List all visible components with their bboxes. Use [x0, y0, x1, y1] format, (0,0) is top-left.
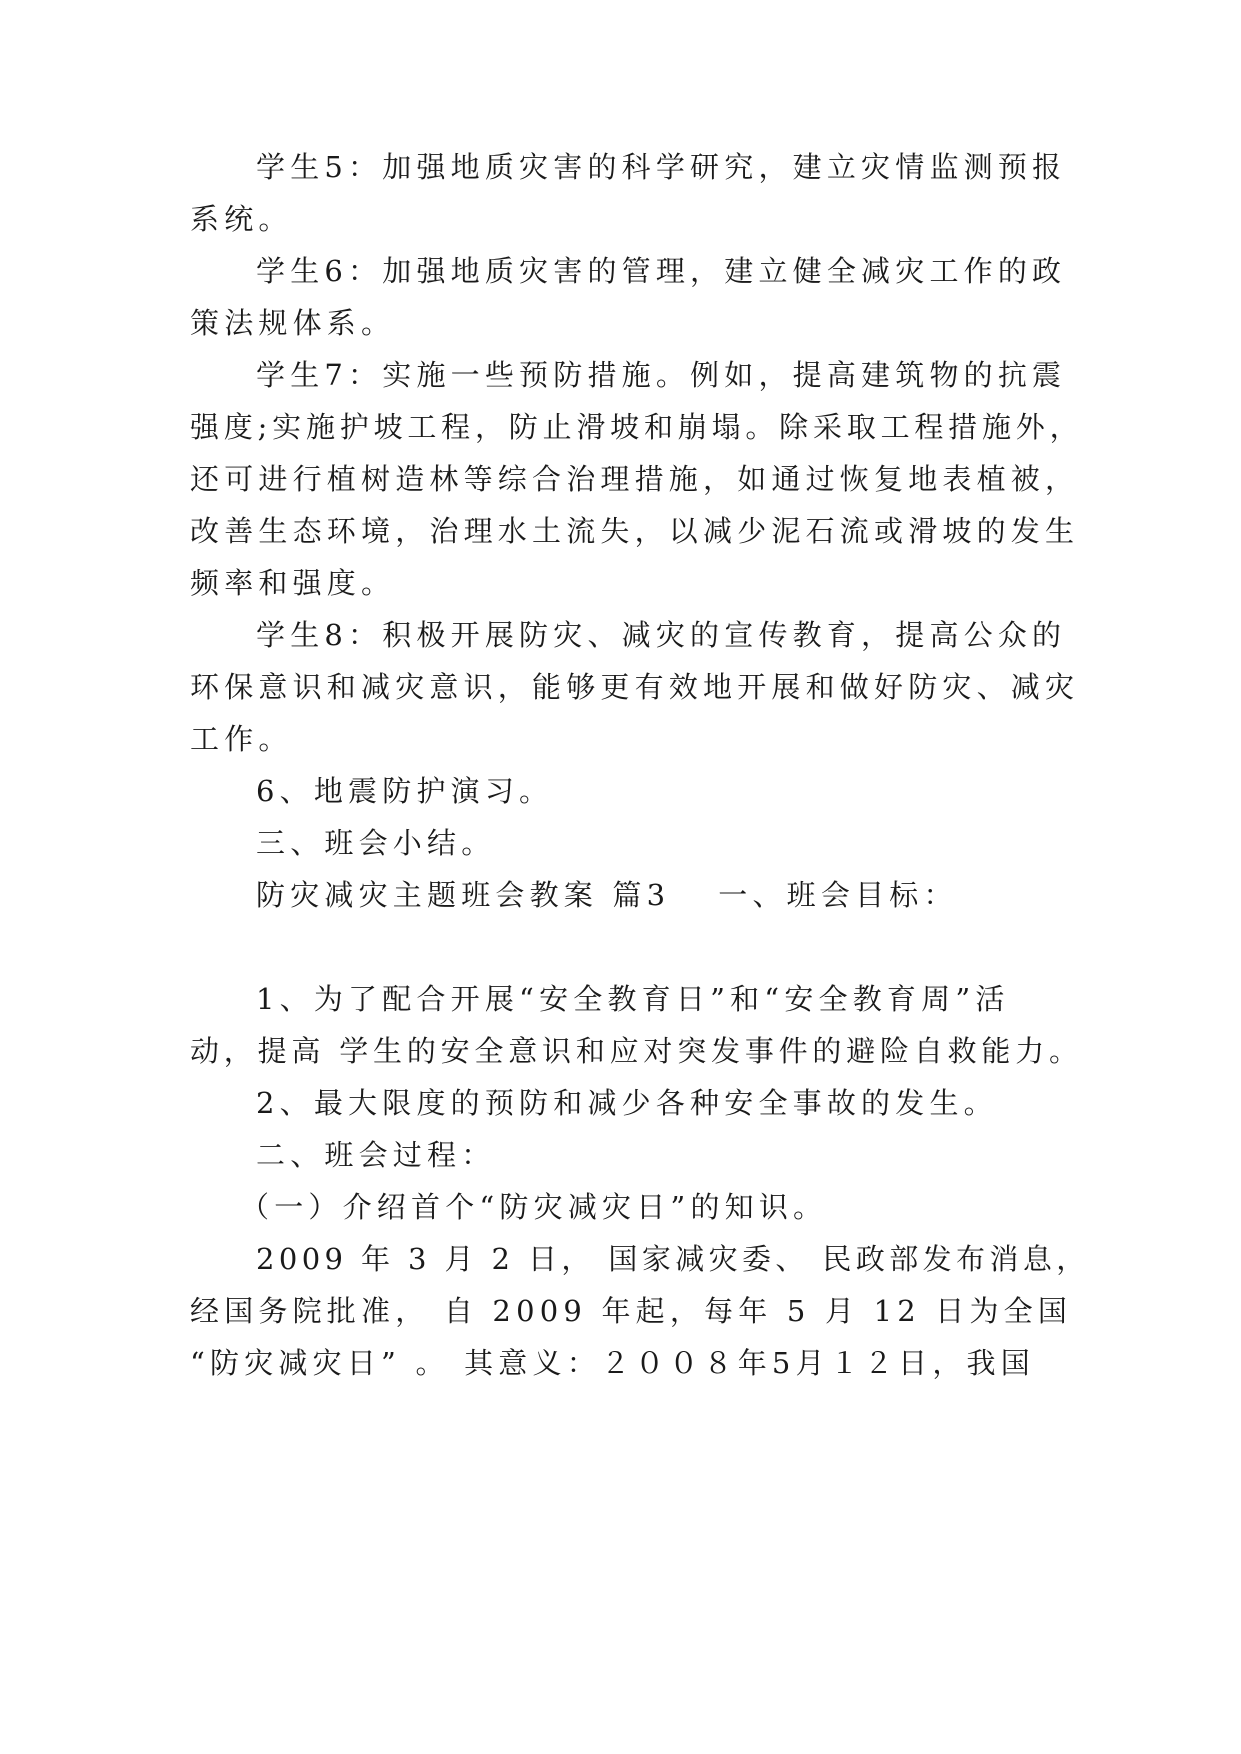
paragraph-line: 三、班会小结。 [256, 826, 496, 860]
paragraph-line: 学生8：积极开展防灾、减灾的宣传教育，提高公众的 [256, 618, 1067, 652]
paragraph-line: 1、为了配合开展“安全教育日”和“安全教育周”活 [256, 982, 1010, 1016]
paragraph-line: 动，提高 学生的安全意识和应对突发事件的避险自救能力。 [190, 1034, 1083, 1068]
section-heading-line [256, 878, 958, 912]
paragraph-line: 学生6：加强地质灾害的管理，建立健全减灾工作的政 [256, 254, 1067, 288]
paragraph-line: 频率和强度。 [190, 566, 396, 600]
paragraph-line: 二、班会过程： [256, 1138, 496, 1172]
paragraph-line: 策法规体系。 [190, 306, 396, 340]
paragraph-line: 2009 年 3 月 2 日， 国家减灾委、 民政部发布消息， [256, 1242, 1090, 1276]
paragraph-line: 工作。 [190, 722, 293, 756]
paragraph-line: 改善生态环境，治理水土流失，以减少泥石流或滑坡的发生 [190, 514, 1080, 548]
paragraph-line: 强度;实施护坡工程，防止滑坡和崩塌。除采取工程措施外， [190, 410, 1084, 444]
paragraph-line: （一）介绍首个“防灾减灾日”的知识。 [240, 1190, 828, 1224]
paragraph-line: 环保意识和减灾意识，能够更有效地开展和做好防灾、减灾 [190, 670, 1080, 704]
paragraph-line: 6、地震防护演习。 [256, 774, 554, 808]
paragraph-line: 系统。 [190, 202, 293, 236]
paragraph-line: 学生5：加强地质灾害的科学研究，建立灾情监测预报 [256, 150, 1067, 184]
paragraph-line: “防灾减灾日” 。 其意义：２００８年5月１２日，我国 [190, 1346, 1035, 1380]
paragraph-line: 学生7：实施一些预防措施。例如，提高建筑物的抗震 [256, 358, 1067, 392]
paragraph-line: 还可进行植树造林等综合治理措施，如通过恢复地表植被， [190, 462, 1080, 496]
paragraph-line: 2、最大限度的预防和减少各种安全事故的发生。 [256, 1086, 998, 1120]
paragraph-line: 经国务院批准， 自 2009 年起，每年 5 月 12 日为全国 [190, 1294, 1073, 1328]
document-section-title: 防灾减灾主题班会教案 篇3 [256, 878, 671, 912]
section-heading: 一、班会目标： [718, 878, 958, 912]
